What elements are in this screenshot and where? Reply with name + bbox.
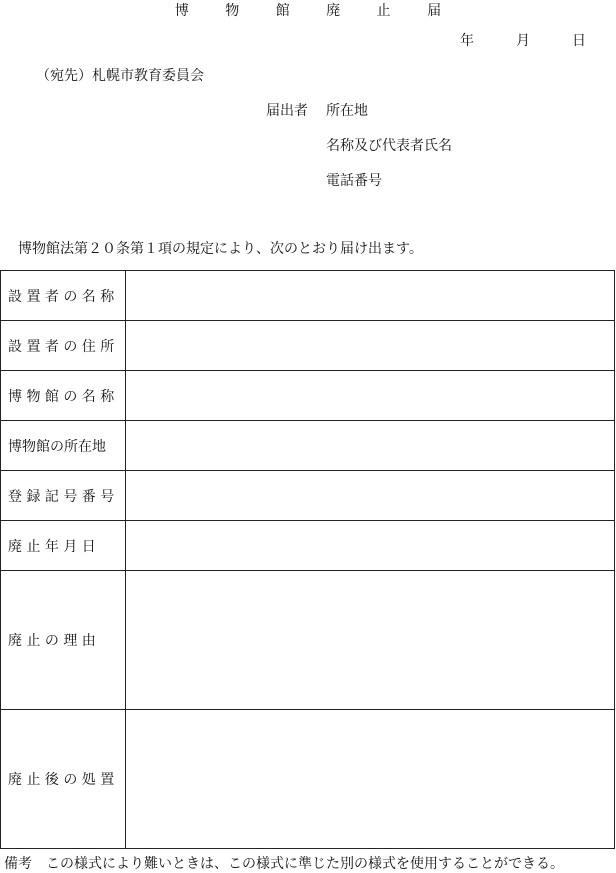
date-day: 日 [572, 33, 586, 49]
row-label-founder-name: 設 置 者 の 名 称 [1, 271, 126, 321]
field-museum-location[interactable] [126, 421, 615, 471]
date-line [460, 30, 586, 50]
submitter-label: 届出者 [266, 103, 308, 119]
field-post-closure-disposal[interactable] [126, 710, 615, 849]
document-title: 博 物 館 廃 止 届 [174, 3, 458, 19]
row-label-museum-location: 博物館の所在地 [1, 421, 126, 471]
submitter-location-label: 所在地 [326, 103, 368, 119]
table-row [1, 271, 615, 321]
field-registration-number[interactable] [126, 471, 615, 521]
form-table [0, 270, 615, 849]
table-row [1, 471, 615, 521]
field-founder-address[interactable] [126, 321, 615, 371]
table-row [1, 371, 615, 421]
table-row [1, 321, 615, 371]
table-row [1, 571, 615, 710]
addressee: （宛先）札幌市教育委員会 [36, 68, 204, 84]
row-label-founder-address: 設 置 者 の 住 所 [1, 321, 126, 371]
row-label-registration-number: 登 録 記 号 番 号 [1, 471, 126, 521]
field-closure-date[interactable] [126, 521, 615, 571]
submitter-name-label: 名称及び代表者氏名 [326, 138, 452, 154]
field-closure-reason[interactable] [126, 571, 615, 710]
row-label-museum-name: 博 物 館 の 名 称 [1, 371, 126, 421]
date-month: 月 [516, 33, 530, 49]
statement: 博物館法第２０条第１項の規定により、次のとおり届け出ます。 [18, 241, 423, 257]
table-row [1, 521, 615, 571]
table-row [1, 421, 615, 471]
row-label-post-closure-disposal: 廃 止 後 の 処 置 [1, 710, 126, 849]
field-museum-name[interactable] [126, 371, 615, 421]
remarks-note: 備考 この様式により難いときは、この様式に準じた別の様式を使用することができる。 [4, 856, 564, 872]
field-founder-name[interactable] [126, 271, 615, 321]
row-label-closure-reason: 廃 止 の 理 由 [1, 571, 126, 710]
submitter-phone-label: 電話番号 [326, 173, 382, 189]
row-label-closure-date: 廃 止 年 月 日 [1, 521, 126, 571]
date-year: 年 [460, 33, 474, 49]
table-row [1, 710, 615, 849]
